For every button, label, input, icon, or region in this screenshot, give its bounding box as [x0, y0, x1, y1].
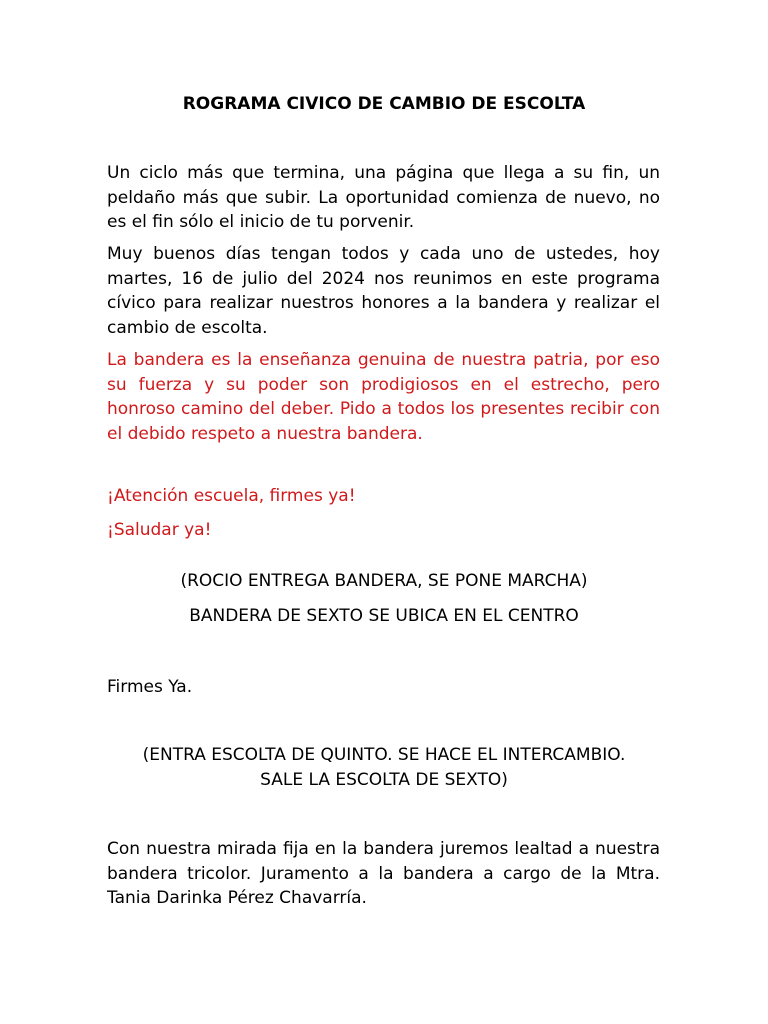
attention-command: ¡Atención escuela, firmes ya! [107, 486, 356, 506]
intro-paragraph: Un ciclo más que termina, una página que llega a su fin, un peldaño más que subir. La oportunidad comienza de nuevo, no es el fin sólo el inicio de tu porvenir. [107, 163, 660, 232]
oath-paragraph: Con nuestra mirada fija en la bandera juremos lealtad a nuestra bandera tricolor. Juramento a la bandera a cargo de la Mtra. Tania Darinka Pérez Chavarría. [107, 839, 660, 908]
stage-direction-exchange-line2: SALE LA ESCOLTA DE SEXTO) [260, 770, 508, 790]
salute-command: ¡Saludar ya! [107, 520, 212, 540]
stage-direction-exchange-line1: (ENTRA ESCOLTA DE QUINTO. SE HACE EL INTERCAMBIO. [142, 745, 626, 765]
firm-command: Firmes Ya. [107, 677, 193, 697]
stage-direction-flag-handover: (ROCIO ENTREGA BANDERA, SE PONE MARCHA) [180, 571, 588, 591]
flag-paragraph: La bandera es la enseñanza genuina de nuestra patria, por eso su fuerza y su poder son prodigiosos en el estrecho, pero honroso camino del deber. Pido a todos los presentes recibir con el debido respeto a nuestra bandera. [107, 350, 660, 444]
document-title: ROGRAMA CIVICO DE CAMBIO DE ESCOLTA [182, 94, 586, 114]
greeting-paragraph: Muy buenos días tengan todos y cada uno de ustedes, hoy martes, 16 de julio del 2024 nos reunimos en este programa cívico para realizar nuestros honores a la bandera y realizar el cambio de escolta. [107, 244, 660, 338]
stage-direction-flag-center: BANDERA DE SEXTO SE UBICA EN EL CENTRO [189, 606, 579, 626]
